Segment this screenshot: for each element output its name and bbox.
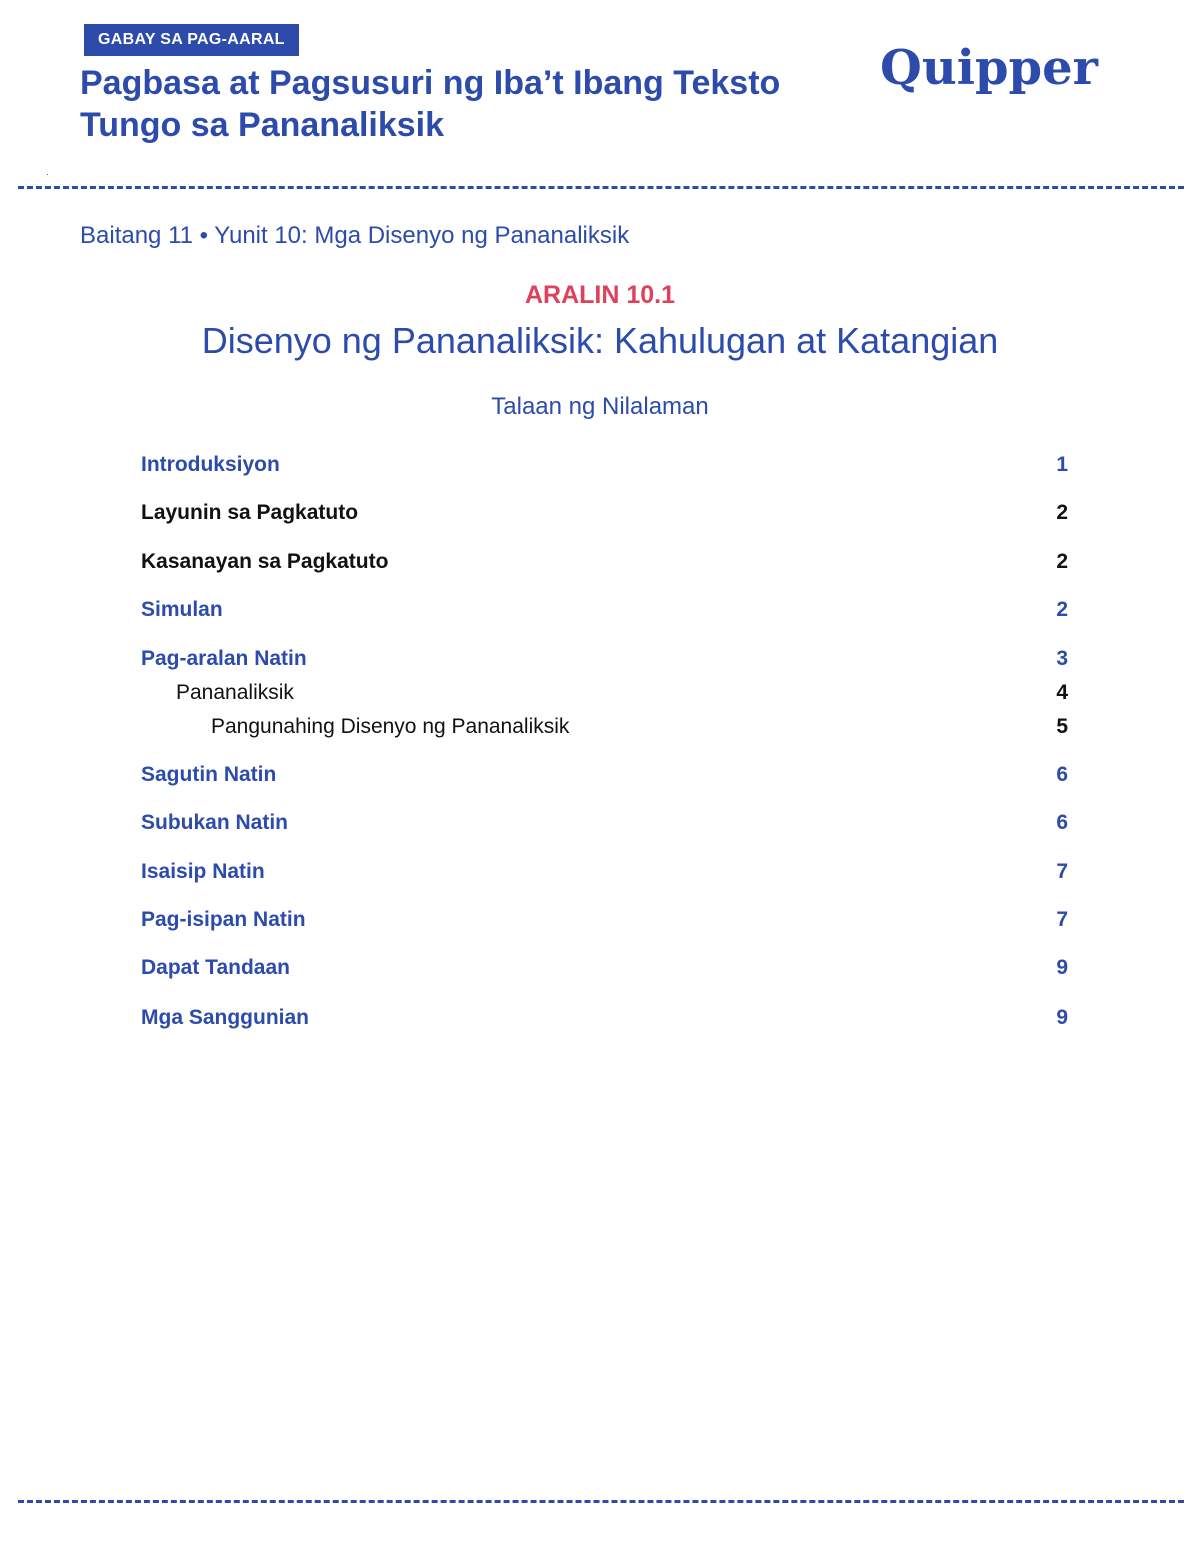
toc-item-label: Dapat Tandaan bbox=[141, 956, 290, 979]
toc-item-page: 2 bbox=[1056, 550, 1068, 573]
toc-item-layunin[interactable] bbox=[0, 498, 1200, 528]
toc-subitem-pananaliksik[interactable] bbox=[0, 678, 1200, 708]
quipper-logo bbox=[876, 34, 1106, 104]
toc-item-label: Pag-aralan Natin bbox=[141, 647, 307, 670]
toc-item-page: 6 bbox=[1056, 811, 1068, 834]
toc-item-label: Sagutin Natin bbox=[141, 763, 277, 786]
toc-item-label: Layunin sa Pagkatuto bbox=[141, 501, 359, 524]
lesson-label: ARALIN 10.1 bbox=[524, 281, 676, 309]
toc-item-dapat-tandaan[interactable] bbox=[0, 953, 1200, 983]
top-dashed-divider bbox=[18, 186, 1184, 189]
toc-item-page: 9 bbox=[1056, 1006, 1068, 1029]
toc-item-simulan[interactable] bbox=[0, 595, 1200, 625]
toc-item-subukan-natin[interactable] bbox=[0, 808, 1200, 838]
subject-title-line2: Tungo sa Pananaliksik bbox=[80, 106, 445, 144]
toc-item-introduksiyon[interactable] bbox=[0, 450, 1200, 480]
toc-item-page: 7 bbox=[1056, 908, 1068, 931]
toc-item-label: Isaisip Natin bbox=[141, 860, 265, 883]
toc-item-page: 6 bbox=[1056, 763, 1068, 786]
toc-item-sagutin-natin[interactable] bbox=[0, 760, 1200, 790]
toc-item-pag-isipan-natin[interactable] bbox=[0, 905, 1200, 935]
toc-item-label: Subukan Natin bbox=[141, 811, 289, 834]
toc-item-page: 1 bbox=[1056, 453, 1068, 476]
toc-title: Talaan ng Nilalaman bbox=[491, 393, 709, 420]
toc-item-isaisip-natin[interactable] bbox=[0, 857, 1200, 887]
toc-item-page: 7 bbox=[1056, 860, 1068, 883]
study-guide-badge: GABAY SA PAG-AARAL bbox=[84, 24, 299, 56]
toc-item-label: Kasanayan sa Pagkatuto bbox=[141, 550, 389, 573]
toc-item-label: Pangunahing Disenyo ng Pananaliksik bbox=[211, 715, 570, 738]
toc-item-kasanayan[interactable] bbox=[0, 547, 1200, 577]
toc-item-label: Mga Sanggunian bbox=[141, 1006, 309, 1029]
toc-item-page: 2 bbox=[1056, 501, 1068, 524]
toc-item-page: 4 bbox=[1056, 681, 1068, 704]
toc-item-page: 9 bbox=[1056, 956, 1068, 979]
toc-item-page: 5 bbox=[1056, 715, 1068, 738]
subject-title bbox=[80, 62, 840, 146]
toc-item-label: Simulan bbox=[141, 598, 223, 621]
subject-title-line1: Pagbasa at Pagsusuri ng Iba’t Ibang Teksto bbox=[80, 64, 781, 102]
toc-item-label: Pag-isipan Natin bbox=[141, 908, 306, 931]
toc-subitem-pangunahing-disenyo[interactable] bbox=[0, 712, 1200, 742]
toc-item-pag-aralan-natin[interactable] bbox=[0, 644, 1200, 674]
toc-item-page: 2 bbox=[1056, 598, 1068, 621]
stray-dot bbox=[47, 174, 48, 175]
toc-item-page: 3 bbox=[1056, 647, 1068, 670]
toc-item-label: Introduksiyon bbox=[141, 453, 280, 476]
breadcrumb: Baitang 11 • Yunit 10: Mga Disenyo ng Pananaliksik bbox=[80, 222, 630, 249]
quipper-logo-text: Quipper bbox=[880, 40, 1098, 96]
toc-item-label: Pananaliksik bbox=[176, 681, 294, 704]
lesson-title: Disenyo ng Pananaliksik: Kahulugan at Katangian bbox=[201, 320, 999, 361]
bottom-dashed-divider bbox=[18, 1500, 1184, 1503]
toc-item-mga-sanggunian[interactable] bbox=[0, 1003, 1200, 1033]
